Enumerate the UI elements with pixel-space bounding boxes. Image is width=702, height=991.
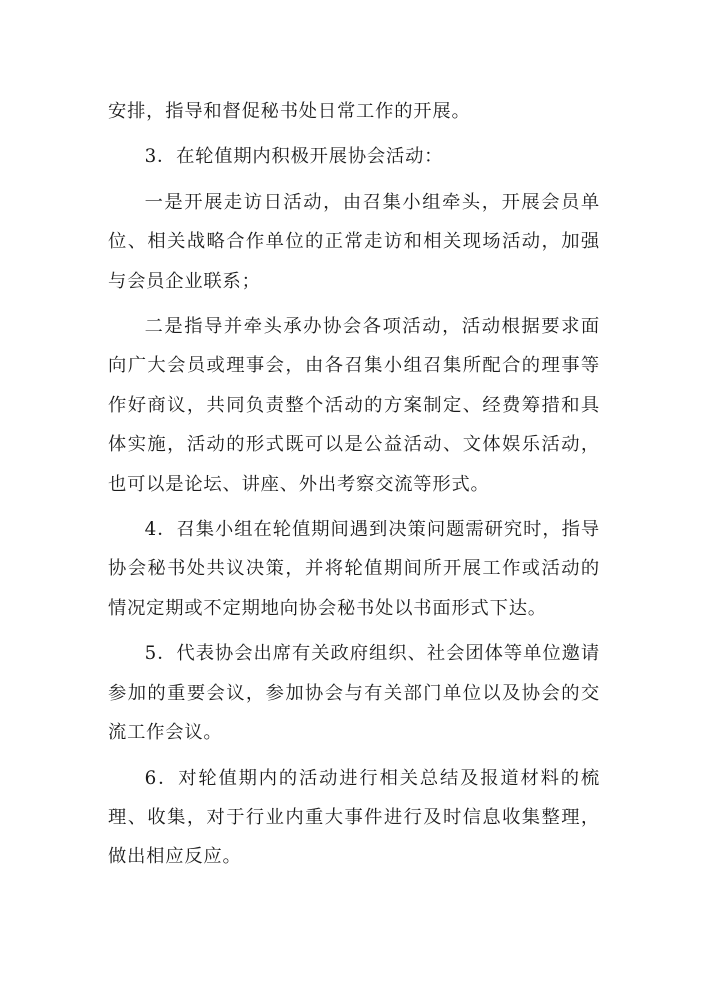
paragraph-item-3-heading: 3．在轮值期内积极开展协会活动： [144,146,444,168]
paragraph-item-6: 6．对轮值期内的活动进行相关总结及报道材料的梳理、收集，对于行业内重大事件进行及时信息收集整理，做出相应反应。 [108,767,600,868]
paragraph-item-4: 4．召集小组在轮值期间遇到决策问题需研究时，指导协会秘书处共议决策，并将轮值期间所开展工作或活动的情况定期或不定期地向协会秘书处以书面形式下达。 [108,519,600,619]
document-body [108,92,600,877]
paragraph-organize-activities: 二是指导并牵头承办协会各项活动，活动根据要求面向广大会员或理事会，由各召集小组召集所配合的理事等作好商议，共同负责整个活动的方案制定、经费筹措和具体实施，活动的形式既可以是公益活动、文体娱乐活动，也可以是论坛、讲座、外出考察交流等形式。 [108,316,600,495]
paragraph-item-5: 5．代表协会出席有关政府组织、社会团体等单位邀请参加的重要会议，参加协会与有关部门单位以及协会的交流工作会议。 [108,643,600,744]
paragraph-visit-activity: 一是开展走访日活动，由召集小组牵头，开展会员单位、相关战略合作单位的正常走访和相关现场活动，加强与会员企业联系； [108,191,600,292]
paragraph-continuation: 安排，指导和督促秘书处日常工作的开展。 [108,101,471,122]
